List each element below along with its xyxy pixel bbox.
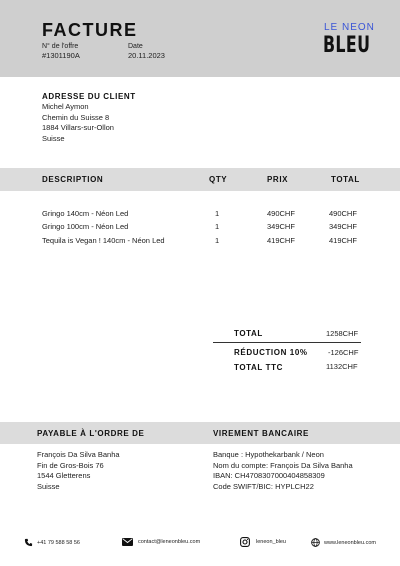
invoice-title: FACTURE bbox=[42, 20, 138, 40]
payable-heading: PAYABLE À L'ORDRE DE bbox=[37, 429, 145, 438]
bank-details-block bbox=[213, 450, 353, 492]
discount-label: RÉDUCTION 10% bbox=[234, 348, 308, 357]
payee-country: Suisse bbox=[37, 481, 60, 491]
payee-street: Fin de Gros-Bois 76 bbox=[37, 460, 104, 470]
total-ttc-label: TOTAL TTC bbox=[234, 363, 283, 372]
website-text[interactable]: www.leneonbleu.com bbox=[324, 539, 376, 546]
client-name: Michel Aymon bbox=[42, 102, 89, 111]
row-qty: 1 bbox=[215, 236, 220, 245]
client-country: Suisse bbox=[42, 133, 65, 143]
payable-address-block bbox=[37, 450, 120, 492]
footer-phone bbox=[24, 538, 80, 547]
footer-email[interactable] bbox=[122, 538, 200, 546]
phone-icon bbox=[24, 538, 33, 547]
bank-transfer-heading: VIREMENT BANCAIRE bbox=[213, 429, 309, 438]
mail-icon bbox=[122, 538, 133, 546]
date-value: 20.11.2023 bbox=[128, 51, 165, 60]
iban: IBAN: CH4708307000404858309 bbox=[213, 471, 325, 480]
account-name: Nom du compte: François Da Silva Banha bbox=[213, 460, 353, 470]
bank-name: Banque : Hypothekarbank / Neon bbox=[213, 450, 324, 459]
client-address-block bbox=[42, 102, 114, 144]
total-ttc-value: 1132CHF bbox=[326, 362, 358, 371]
email-text[interactable]: contact@leneonbleu.com bbox=[138, 539, 201, 545]
instagram-icon bbox=[240, 537, 250, 547]
logo-bottom-text: BLEU bbox=[323, 33, 371, 58]
column-total: TOTAL bbox=[331, 175, 360, 184]
payee-city: 1544 Gletterens bbox=[37, 471, 91, 480]
column-description: DESCRIPTION bbox=[42, 175, 104, 184]
phone-text: +41 79 588 58 56 bbox=[37, 539, 80, 546]
column-price: PRIX bbox=[267, 175, 289, 184]
total-value: 1258CHF bbox=[326, 329, 359, 338]
logo-top-text: LE NEON bbox=[324, 22, 375, 33]
row-total: 419CHF bbox=[329, 236, 357, 245]
column-qty: QTY bbox=[209, 175, 228, 184]
row-description: Gringo 100cm - Néon Led bbox=[42, 222, 129, 231]
row-price: 349CHF bbox=[267, 222, 295, 231]
date-label: Date bbox=[128, 43, 143, 50]
instagram-text[interactable]: leneon_bleu bbox=[256, 539, 286, 545]
discount-value: -126CHF bbox=[328, 348, 359, 357]
row-total: 490CHF bbox=[329, 209, 357, 218]
totals-divider bbox=[213, 342, 361, 343]
row-price: 419CHF bbox=[267, 236, 295, 245]
client-city: 1884 Villars-sur-Ollon bbox=[42, 123, 114, 132]
offer-number-value: #1301190A bbox=[42, 51, 80, 60]
swift-code: Code SWIFT/BIC: HYPLCH22 bbox=[213, 481, 314, 491]
globe-icon bbox=[311, 538, 320, 547]
row-total: 349CHF bbox=[329, 222, 357, 231]
total-label: TOTAL bbox=[234, 329, 263, 338]
row-price: 490CHF bbox=[267, 209, 295, 218]
row-qty: 1 bbox=[215, 222, 220, 231]
payee-name: François Da Silva Banha bbox=[37, 450, 120, 459]
footer-website[interactable] bbox=[311, 538, 376, 547]
row-description: Tequila is Vegan ! 140cm - Néon Led bbox=[42, 236, 165, 245]
client-address-heading: ADRESSE DU CLIENT bbox=[42, 92, 136, 101]
client-street: Chemin du Suisse 8 bbox=[42, 112, 110, 122]
row-description: Gringo 140cm - Néon Led bbox=[42, 209, 129, 218]
row-qty: 1 bbox=[215, 209, 220, 218]
offer-number-label: N° de l'offre bbox=[42, 43, 79, 50]
footer-instagram[interactable] bbox=[240, 537, 286, 547]
